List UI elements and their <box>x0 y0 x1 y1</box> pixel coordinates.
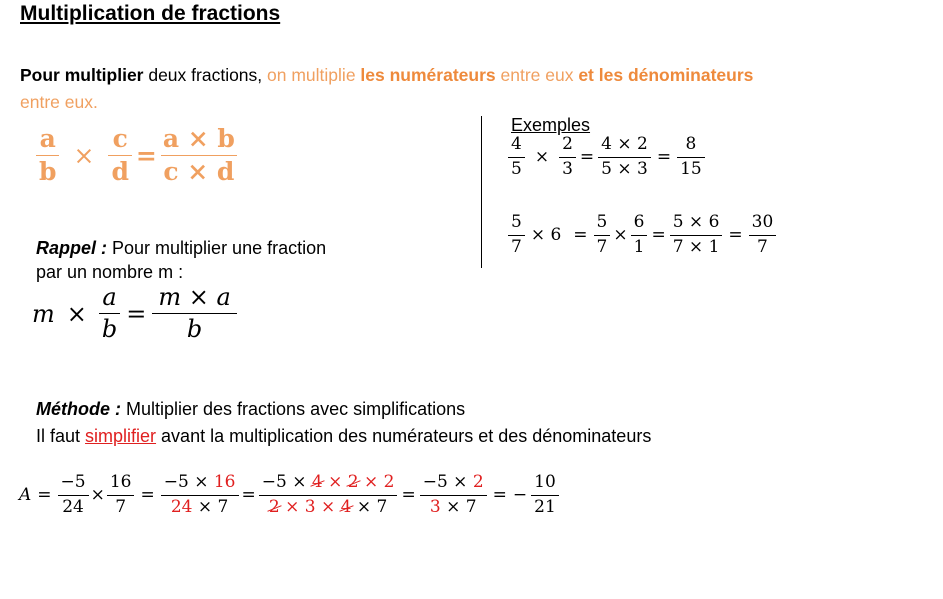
ex1-n4: 8 <box>685 134 697 154</box>
rule-d: d <box>111 157 129 187</box>
calc-fraction-2 <box>107 474 135 517</box>
calc-f5-num-2: 2 <box>472 472 484 492</box>
calc-f6-den: 21 <box>534 496 556 517</box>
ex2-fraction-4 <box>670 214 723 257</box>
rule-equals: = <box>135 141 157 171</box>
calculation-A <box>19 474 559 517</box>
intro-paragraph <box>20 62 920 116</box>
rappel-m: m <box>32 299 55 328</box>
ex2-d3: 1 <box>633 236 645 257</box>
example-2 <box>508 214 776 257</box>
rule-fraction-cd <box>108 126 131 186</box>
ex1-d3: 5 × 3 <box>601 158 648 179</box>
rule-times: × <box>73 141 95 171</box>
rappel-text <box>36 236 326 284</box>
ex2-fraction-3 <box>631 214 648 257</box>
rappel-result-den: b <box>186 315 203 344</box>
calc-f3-den-24: 24 <box>170 496 193 517</box>
calc-f4-den-d: × 7 <box>351 496 388 517</box>
calc-f2-num: 16 <box>109 472 132 492</box>
calc-f5-num-a: −5 × <box>422 472 473 492</box>
ex2-d2: 7 <box>596 236 608 257</box>
calc-f4-num-a: −5 × <box>261 472 312 492</box>
ex1-n2: 2 <box>562 134 573 154</box>
calc-equals-3: = <box>241 485 256 506</box>
rappel-b: b <box>101 315 118 344</box>
simplifier-word: simplifier <box>85 426 157 446</box>
intro-orange-1: on multiplie <box>267 65 361 85</box>
ex2-fraction-5 <box>749 214 777 257</box>
examples-heading: Exemples <box>511 115 591 135</box>
ex1-fraction-3 <box>598 136 651 179</box>
calc-f4-num-times: × <box>322 472 348 492</box>
rappel-times: × <box>66 299 87 328</box>
ex1-d1: 5 <box>511 158 522 179</box>
calc-f1-den: 24 <box>62 496 84 517</box>
ex2-fraction-1 <box>508 214 525 257</box>
ex1-fraction-2 <box>559 136 576 179</box>
ex2-equals: = <box>573 225 588 246</box>
intro-numerateurs: les numérateurs <box>360 65 496 85</box>
rappel-line1: Pour multiplier une fraction <box>107 238 327 258</box>
methode-line2-a: Il faut <box>36 426 86 446</box>
ex1-fraction-1 <box>508 136 525 179</box>
rappel-fraction-result <box>152 285 236 342</box>
rappel-equals: = <box>126 299 147 328</box>
ex2-n5: 30 <box>751 212 774 232</box>
rappel-result-num: m × a <box>158 283 231 311</box>
intro-orange-3: entre eux. <box>20 92 98 112</box>
calc-fraction-1 <box>58 474 89 517</box>
rule-result-den: c × d <box>163 157 235 187</box>
rule-a: a <box>39 124 56 153</box>
intro-plain: deux fractions, <box>143 65 268 85</box>
ex1-equals-2: = <box>656 147 672 168</box>
calc-f3-num-16: 16 <box>213 472 236 492</box>
rappel-fraction-ab <box>99 285 120 342</box>
rule-fraction-result <box>161 126 237 186</box>
methode-label: Méthode : <box>36 399 121 419</box>
intro-denominateurs: et les dénominateurs <box>578 65 754 85</box>
ex1-equals: = <box>579 147 595 168</box>
calc-f4-num-4-struck: 4 <box>311 472 323 492</box>
ex1-d2: 3 <box>562 158 573 179</box>
ex1-n1: 4 <box>511 134 522 154</box>
calc-fraction-5 <box>420 474 487 517</box>
calc-equals-4: = <box>401 485 416 506</box>
ex2-n3: 6 <box>633 212 645 232</box>
calc-f4-num-2-struck: 2 <box>347 472 359 492</box>
ex2-d1: 7 <box>511 236 522 257</box>
calc-A: A <box>19 485 32 506</box>
rappel-label: Rappel : <box>36 238 108 258</box>
rappel-line2: par un nombre m : <box>36 262 184 282</box>
ex2-n1: 5 <box>511 212 522 232</box>
calc-f4-den-b: × 3 × <box>279 496 341 517</box>
rule-formula <box>36 126 237 186</box>
ex2-n4: 5 × 6 <box>672 212 720 232</box>
ex2-n2: 5 <box>596 212 608 232</box>
methode-text <box>36 396 651 450</box>
calc-f4-den-4-struck: 4 <box>340 496 352 517</box>
calc-equals-2: = <box>140 485 155 506</box>
ex1-times: × <box>534 147 550 168</box>
calc-f2-den: 7 <box>115 496 127 517</box>
rule-fraction-ab <box>36 126 59 186</box>
page-title: Multiplication de fractions <box>20 2 281 25</box>
column-divider <box>481 116 482 268</box>
ex2-equals-3: = <box>728 225 743 246</box>
rule-c: c <box>112 124 128 153</box>
ex1-fraction-4 <box>677 136 705 179</box>
ex2-d4: 7 × 1 <box>672 236 720 257</box>
calc-fraction-6 <box>531 474 559 517</box>
calc-fraction-4 <box>259 474 398 517</box>
ex2-times: × <box>613 225 628 246</box>
ex2-equals-2: = <box>651 225 666 246</box>
ex2-d5: 7 <box>757 236 768 257</box>
calc-f6-num: 10 <box>534 472 556 492</box>
calc-f3-num-a: −5 × <box>163 472 214 492</box>
calc-f4-den-2-struck: 2 <box>268 496 280 517</box>
calc-times: × <box>90 485 105 506</box>
calc-f5-den-b: × 7 <box>440 496 477 517</box>
calc-equals-1: = <box>37 485 52 506</box>
calc-f3-den-b: × 7 <box>192 496 229 517</box>
calc-fraction-3 <box>161 474 239 517</box>
rappel-formula <box>32 285 237 342</box>
ex2-times-6: × 6 <box>530 225 562 246</box>
rule-result-num: a × b <box>162 124 235 153</box>
rappel-a: a <box>102 283 117 311</box>
ex2-fraction-2 <box>594 214 611 257</box>
methode-line1: Multiplier des fractions avec simplifications <box>121 399 466 419</box>
calc-equals-5: = <box>492 485 507 506</box>
calc-f5-den-3: 3 <box>429 496 441 517</box>
calc-minus: − <box>512 485 528 506</box>
calc-f1-num: −5 <box>60 472 86 492</box>
ex1-n3: 4 × 2 <box>601 134 648 154</box>
rule-b: b <box>39 157 57 187</box>
methode-line2-b: avant la multiplication des numérateurs et des dénominateurs <box>156 426 652 446</box>
ex1-d4: 15 <box>680 158 702 179</box>
calc-f4-num-e: × 2 <box>358 472 395 492</box>
intro-orange-2: entre eux <box>495 65 579 85</box>
example-1 <box>508 136 705 179</box>
intro-bold-start: Pour multiplier <box>20 65 144 85</box>
